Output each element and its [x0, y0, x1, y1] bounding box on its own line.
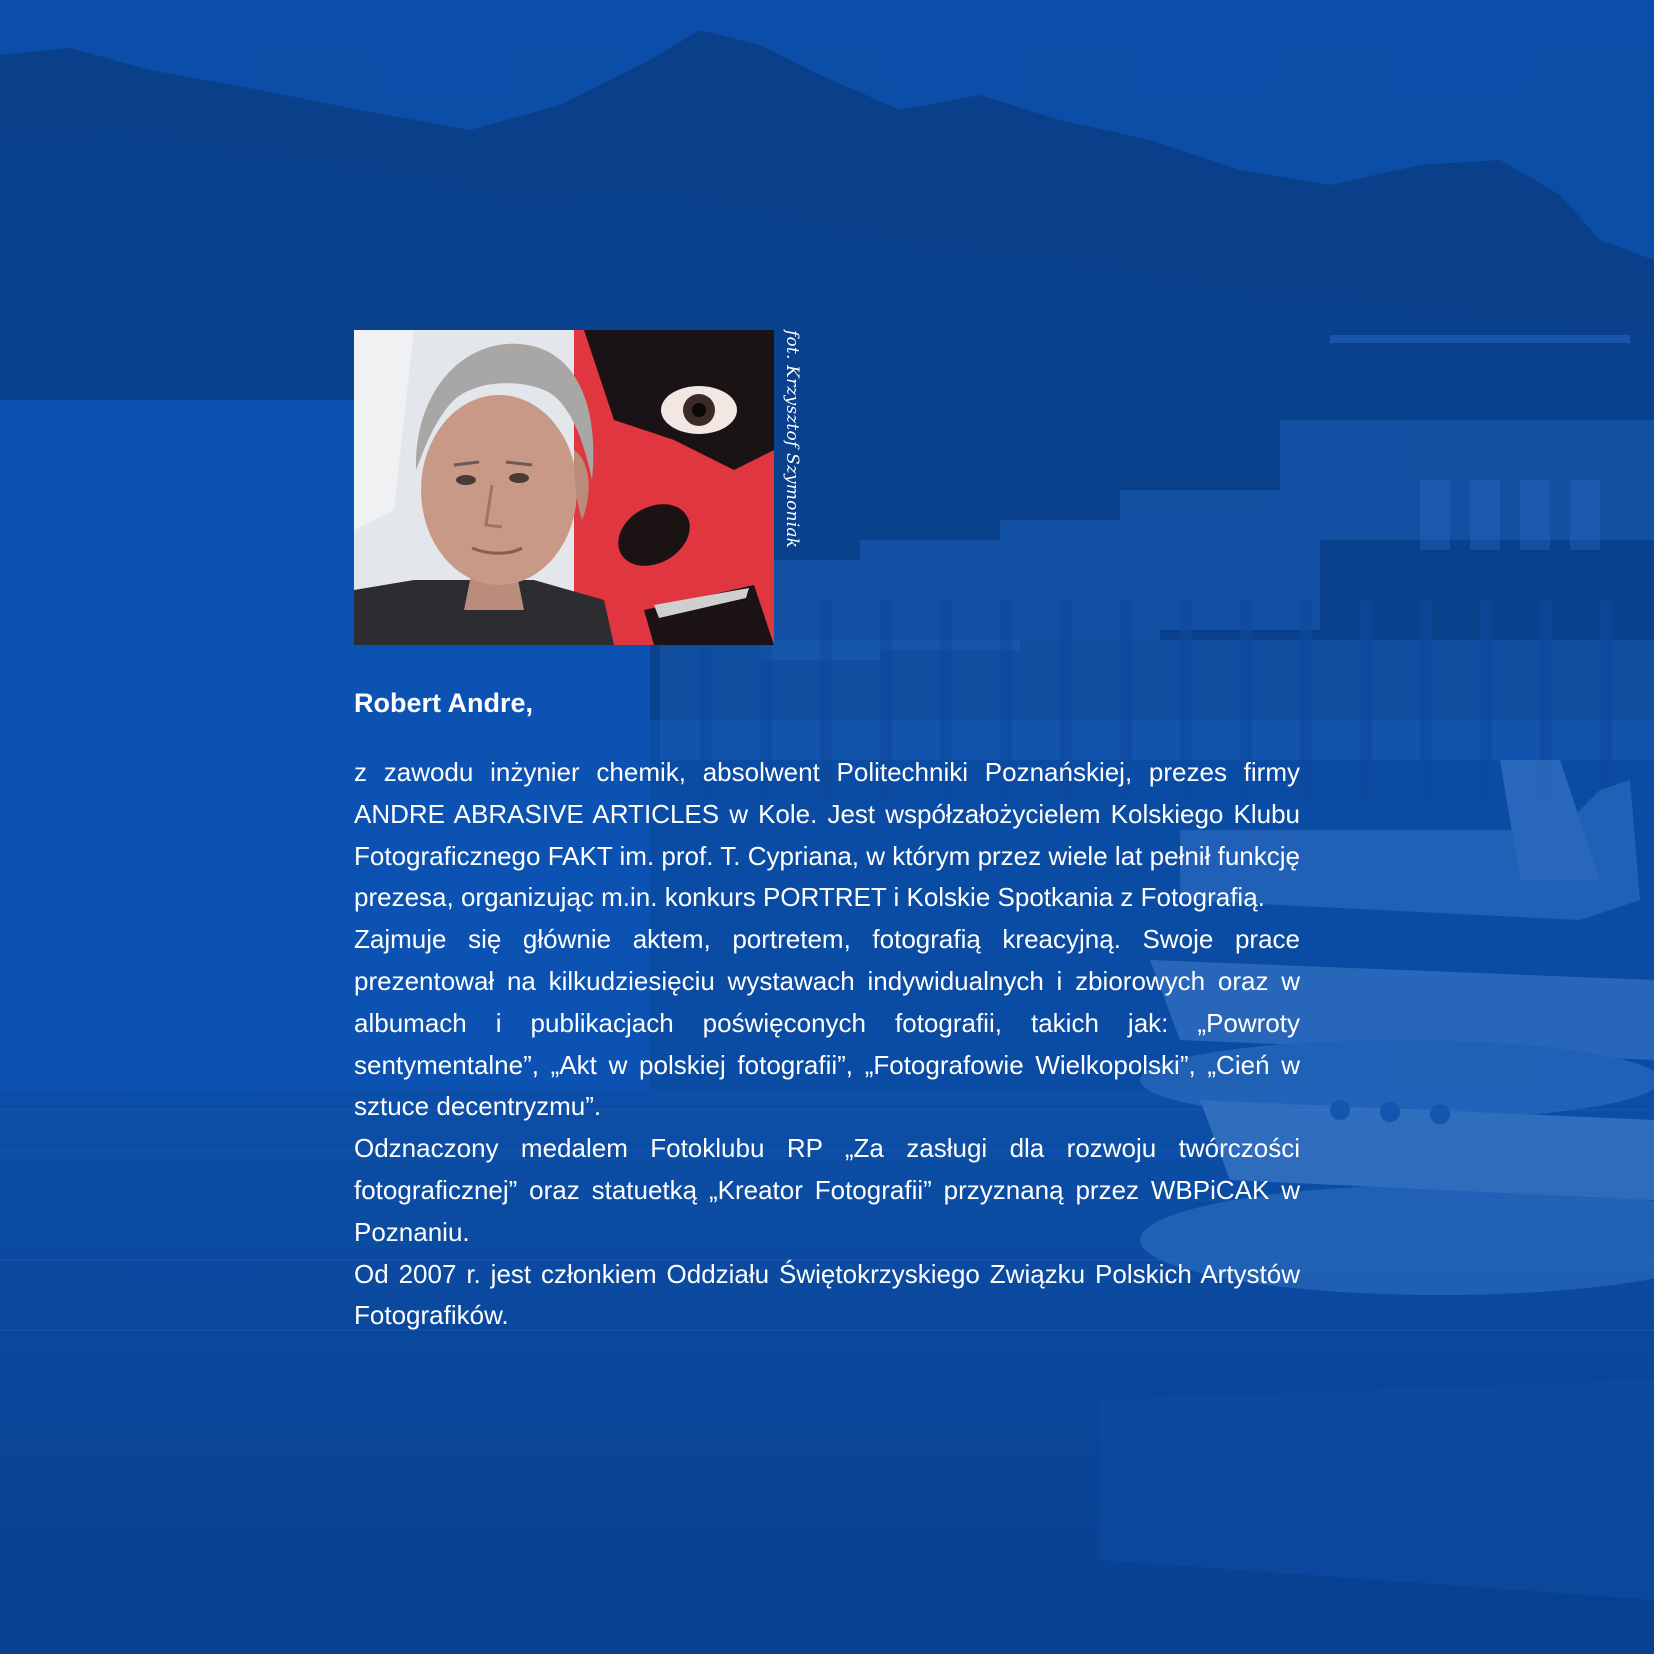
- portrait-photo: [354, 330, 774, 645]
- portrait-image: [354, 330, 774, 645]
- photo-credit-text: fot. Krzysztof Szymoniak: [782, 330, 802, 549]
- bio-paragraph: Zajmuje się głównie aktem, portretem, fotografią kreacyjną. Swoje prace prezentował na kilkudziesięciu wystawach indywidualnych i zbiorowych oraz w albumach i publikacjach poświęconych fotografii, takich jak: „Powroty sentymentalne”, „Akt w polskiej fotografii”, „Fotografowie Wielkopolski”, „Cień w sztuce decentryzmu”.: [354, 924, 1300, 1122]
- bio-paragraph: z zawodu inżynier chemik, absolwent Politechniki Poznańskiej, prezes firmy ANDRE ABRASIVE ARTICLES w Kole. Jest współzałożycielem Kolskiego Klubu Fotograficznego FAKT im. prof. T. Cypriana, w którym przez wiele lat pełnił funkcję prezesa, organizując m.in. konkurs PORTRET i Kolskie Spotkania z Fotografią.: [354, 757, 1300, 913]
- author-name: Robert Andre,: [354, 688, 534, 718]
- bio-paragraph: Odznaczony medalem Fotoklubu RP „Za zasługi dla rozwoju twórczości fotograficznej” oraz statuetką „Kreator Fotografii” przyznaną przez WBPiCAK w Poznaniu.: [354, 1133, 1300, 1247]
- bio-paragraph: Od 2007 r. jest członkiem Oddziału Świętokrzyskiego Związku Polskich Artystów Fotografików.: [354, 1258, 1300, 1331]
- photo-credit: [772, 330, 812, 550]
- biography-text: [354, 752, 1300, 1337]
